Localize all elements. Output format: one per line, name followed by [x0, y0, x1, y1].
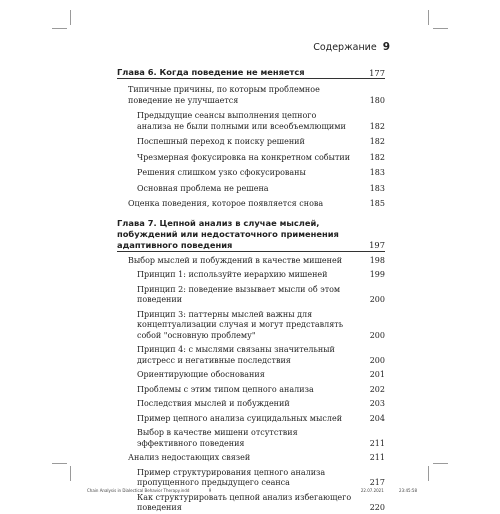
toc-entry-page: 220	[369, 503, 385, 512]
toc-entry-page: 204	[369, 413, 385, 423]
toc-entry-page: 211	[369, 438, 385, 448]
toc-entry-page: 198	[369, 255, 385, 265]
toc-entry	[117, 168, 385, 179]
toc-entry-page: 182	[369, 121, 385, 131]
page-number: 9	[382, 41, 390, 53]
toc-entry-page: 185	[369, 199, 385, 208]
crop-mark-right-top	[433, 28, 448, 29]
toc-entry-title: Пример структурирования цепного анализа пропущенного предыдущего сеанса	[137, 467, 326, 487]
toc-entry	[117, 85, 385, 106]
toc-entry	[117, 199, 385, 210]
toc-entry	[117, 153, 385, 164]
toc-entry	[117, 399, 385, 410]
print-slug	[87, 488, 417, 493]
running-header	[290, 41, 390, 53]
toc-entry	[117, 310, 385, 342]
toc-entry-title: Основная проблема не решена	[137, 183, 269, 193]
section-title: Содержание	[313, 42, 377, 53]
toc-entry	[117, 385, 385, 396]
toc-entry	[117, 428, 385, 449]
toc-entry-page: 182	[369, 137, 385, 146]
crop-mark-right-bottom	[433, 463, 448, 464]
toc-entry-title: Предыдущие сеансы выполнения цепного анализа не были полными или всеобъемлющими	[137, 111, 346, 131]
toc-entry	[117, 270, 385, 281]
toc-entry-page: 202	[369, 384, 385, 394]
toc-entry	[117, 256, 385, 267]
toc-entry-title: Проблемы с этим типом цепного анализа	[137, 384, 314, 394]
toc-entry-page: 183	[369, 168, 385, 177]
toc-entry-title: Принцип 4: с мыслями связаны значительный дистресс и негативные последствия	[137, 345, 335, 365]
toc-entry	[117, 184, 385, 195]
toc-entry-title: Поспешный переход к поиску решений	[137, 137, 305, 146]
crop-mark-bottom-right	[428, 466, 429, 481]
slug-sheet-number: 9	[208, 488, 212, 493]
toc-entry-title: Выбор в качестве мишени отсутствия эффективного поведения	[137, 428, 298, 448]
crop-mark-top-right	[428, 10, 429, 25]
toc-entry-title: Пример цепного анализа суицидальных мыслей	[137, 413, 343, 423]
toc-entry-title: Решения слишком узко сфокусированы	[137, 168, 306, 177]
toc-entry	[117, 493, 385, 514]
toc-entry	[117, 453, 385, 464]
toc-entry	[117, 414, 385, 425]
toc-entry	[117, 345, 385, 366]
toc-entry-page: 200	[369, 355, 385, 365]
toc-entry	[117, 285, 385, 306]
toc-chapter-entry	[117, 218, 385, 251]
toc-entry-title: Глава 6. Когда поведение не меняется	[117, 67, 305, 77]
toc-entry-page: 211	[369, 453, 385, 462]
toc-entry-title: Ориентирующие обоснования	[137, 370, 265, 379]
toc-chapter-entry	[117, 67, 385, 78]
chapter-rule	[117, 78, 385, 79]
toc-entry-page: 197	[369, 240, 385, 250]
toc-entry-title: Принцип 2: поведение вызывает мысли об этом поведении	[137, 284, 341, 304]
toc-entry-page: 217	[369, 478, 385, 487]
toc-entry-page: 183	[369, 183, 385, 193]
toc-entry-page: 177	[369, 67, 385, 78]
toc-entry-title: Как структурировать цепной анализ избегающего поведения	[137, 492, 352, 512]
toc-entry-title: Последствия мыслей и побуждений	[137, 399, 290, 408]
chapter-rule	[117, 251, 385, 252]
crop-mark-left-top	[52, 28, 67, 29]
toc-entry	[117, 370, 385, 381]
toc-entry	[117, 111, 385, 132]
toc-entry-title: Анализ недостающих связей	[128, 453, 251, 462]
toc-entry-page: 180	[369, 95, 385, 105]
toc-entry	[117, 137, 385, 148]
toc-entry-page: 200	[369, 330, 385, 340]
toc-entry-page: 199	[369, 270, 385, 279]
crop-mark-top-left	[70, 10, 71, 25]
toc-entry-page: 182	[369, 152, 385, 162]
toc-entry-title: Чрезмерная фокусировка на конкретном событии	[137, 152, 351, 162]
crop-mark-left-bottom	[52, 463, 67, 464]
toc-entry-title: Выбор мыслей и побуждений в качестве мишеней	[128, 255, 343, 265]
toc-entry-title: Типичные причины, по которым проблемное поведение не улучшается	[128, 85, 320, 105]
toc-entry	[117, 468, 385, 489]
toc-entry-title: Принцип 3: паттерны мыслей важны для концептуализации случая и могут представлять собой "основную проблему"	[137, 309, 344, 340]
toc-entry-page: 200	[369, 295, 385, 304]
toc-entry-title: Глава 7. Цепной анализ в случае мыслей, побуждений или недостаточного применения адаптивного поведения	[117, 217, 339, 250]
crop-mark-bottom-left	[70, 466, 71, 481]
table-of-contents	[117, 67, 385, 514]
toc-entry-title: Оценка поведения, которое появляется снова	[128, 199, 324, 208]
toc-entry-page: 203	[369, 399, 385, 408]
toc-entry-title: Принцип 1: используйте иерархию мишеней	[137, 270, 328, 279]
slug-time: 23:45:58	[399, 488, 417, 493]
slug-date: 22.07.2021	[360, 488, 384, 493]
slug-file-name: Chain Analysis in Dialectical Behavior Therapy.indd	[87, 488, 190, 493]
toc-entry-page: 201	[369, 370, 385, 379]
